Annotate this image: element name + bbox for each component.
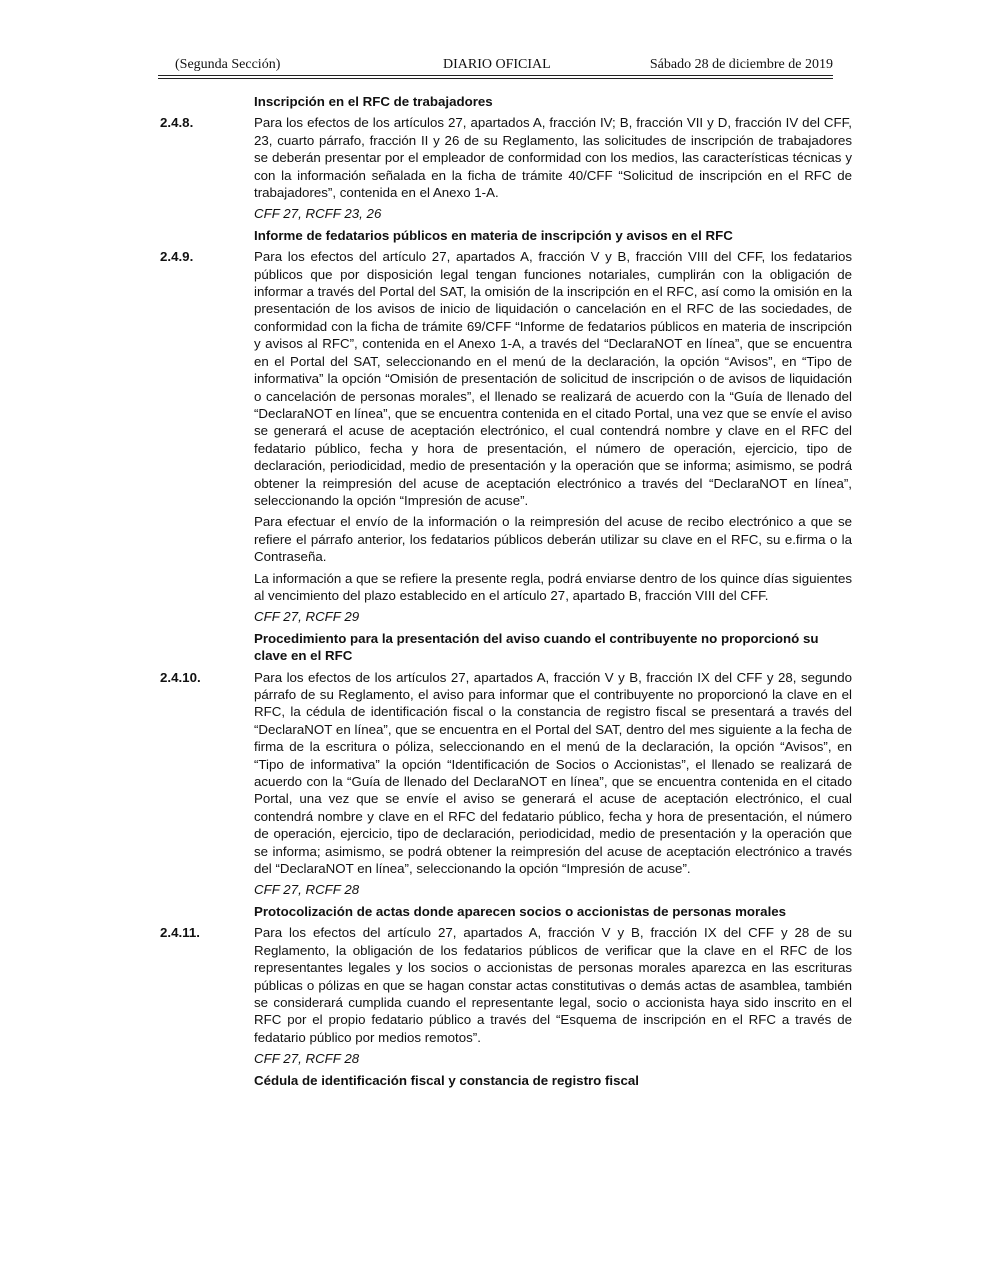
legal-reference: CFF 27, RCFF 28: [254, 882, 360, 898]
rule-paragraph: La información a que se refiere la presente regla, podrá enviarse dentro de los quince días siguientes al vencimiento del plazo establecido en el artículo 27, apartado B, fracción VIII del CFF.: [254, 570, 852, 603]
rule-2-4-10: [160, 669, 852, 878]
rule-2-4-9: [160, 248, 852, 509]
legal-reference: CFF 27, RCFF 28: [254, 1051, 360, 1067]
header-rule-top: [158, 75, 833, 76]
rule-number: 2.4.11.: [160, 925, 200, 941]
rule-paragraph: Para los efectos de los artículos 27, apartados A, fracción V y B, fracción IX del CFF y 28, segundo párrafo de su Reglamento, el aviso para informar que el contribuyente no proporcionó la clave en el RFC, la cédula de identificación fiscal o la constancia de registro fiscal se presentará a través del “DeclaraNOT en línea”, que se encuentra en el Portal del SAT, dentro del mes siguiente a la fecha de firma de la escritura o póliza, seleccionando en el menú de la declaración, la opción “Avisos”, en “Tipo de informativa” la opción “Identificación de Socios o Accionistas”, el llenado se realizará de acuerdo con la “Guía de llenado del DeclaraNOT en línea”, que se encuentra contenida en el citado Portal, una vez que se envíe el aviso se generará el acuse de aceptación electrónico, el cual contendrá nombre y clave en el RFC del fedatario público, fecha y hora de presentación, el número de operación, ejercicio, tipo de declaración, periodicidad, medio de presentación y la operación que se informa; asimismo, se podrá obtener la reimpresión del acuse de aceptación electrónico a través del “DeclaraNOT en línea”, seleccionando la opción “Impresión de acuse”.: [254, 669, 852, 877]
document-body: [160, 93, 852, 1093]
rule-title: Inscripción en el RFC de trabajadores: [254, 94, 493, 109]
rule-number: 2.4.8.: [160, 115, 194, 131]
rule-title: Protocolización de actas donde aparecen socios o accionistas de personas morales: [254, 903, 787, 919]
legal-reference: CFF 27, RCFF 23, 26: [254, 206, 382, 222]
rule-2-4-11: [160, 924, 852, 1046]
rule-title: Cédula de identificación fiscal y constancia de registro fiscal: [254, 1072, 639, 1088]
rule-paragraph: Para los efectos de los artículos 27, apartados A, fracción IV; B, fracción VII y D, fracción IV del CFF, 23, cuarto párrafo, fracción II y 26 de su Reglamento, las solicitudes de inscripción de trabajadores se deberán presentar por el empleador de conformidad con los medios, las características técnicas y con la información señalada en la ficha de trámite 40/CFF “Solicitud de inscripción en el RFC de trabajadores”, contenida en el Anexo 1-A.: [254, 115, 852, 201]
rule-title: Procedimiento para la presentación del aviso cuando el contribuyente no proporcionó su clave en el RFC: [254, 630, 819, 664]
rule-2-4-8: [160, 114, 852, 201]
legal-reference: CFF 27, RCFF 29: [254, 609, 360, 625]
rule-paragraph: Para efectuar el envío de la información o la reimpresión del acuse de recibo electrónico a que se refiere el párrafo anterior, los fedatarios públicos deberán utilizar su clave en el RFC, su e.firma o la Contraseña.: [254, 514, 852, 565]
rule-number: 2.4.10.: [160, 669, 201, 685]
header-publication: DIARIO OFICIAL: [443, 57, 551, 72]
page-header: [158, 57, 833, 75]
rule-paragraph: Para los efectos del artículo 27, apartados A, fracción V y B, fracción IX del CFF y 28 de su Reglamento, la obligación de los fedatarios públicos de verificar que la clave en el RFC de los representantes legales y los socios o accionistas de personas morales aparezca en las escrituras públicas o pólizas en que se hagan constar actas constitutivas o demás actas de asamblea, también se considerará cumplida cuando el representante legal, socio o accionista haya sido inscrito en el RFC por el propio fedatario público a través del “Esquema de inscripción en el RFC a través de fedatario público por medios remotos”.: [254, 925, 852, 1045]
header-section: (Segunda Sección): [175, 57, 281, 72]
rule-title: Informe de fedatarios públicos en materia de inscripción y avisos en el RFC: [254, 227, 733, 243]
header-rule-bottom: [158, 78, 833, 79]
header-date: Sábado 28 de diciembre de 2019: [649, 57, 833, 72]
rule-number: 2.4.9.: [160, 249, 194, 265]
rule-paragraph: Para los efectos del artículo 27, apartados A, fracción V y B, fracción VIII del CFF, los fedatarios públicos que por disposición legal tengan funciones notariales, cumplirán con la obligación de informar a través del Portal del SAT, la omisión de la inscripción en el RFC, así como la omisión en la presentación de los avisos de inicio de liquidación o cancelación en el RFC de las sociedades, de conformidad con la ficha de trámite 69/CFF “Informe de fedatarios públicos en materia de inscripción y avisos al RFC”, contenida en el Anexo 1-A, a través del “DeclaraNOT en línea”, que se encuentra en el Portal del SAT, seleccionando en el menú de la declaración, la opción “Avisos”, en “Tipo de informativa” la opción “Omisión de presentación de solicitud de inscripción o de avisos de liquidación o cancelación de personas morales”, el llenado se realizará de acuerdo con la “Guía de llenado del “DeclaraNOT en línea”, que se encuentra contenida en el citado Portal, una vez que se envíe el aviso se generará el acuse de aceptación electrónico, el cual contendrá nombre y clave en el RFC del fedatario público, fecha y hora de presentación, el número de operación, ejercicio, tipo de declaración, periodicidad, medio de presentación y la operación que se informa; asimismo, se podrá obtener la reimpresión del acuse de aceptación electrónico a través del “DeclaraNOT en línea”, seleccionando la opción “Impresión de acuse”.: [254, 249, 852, 508]
